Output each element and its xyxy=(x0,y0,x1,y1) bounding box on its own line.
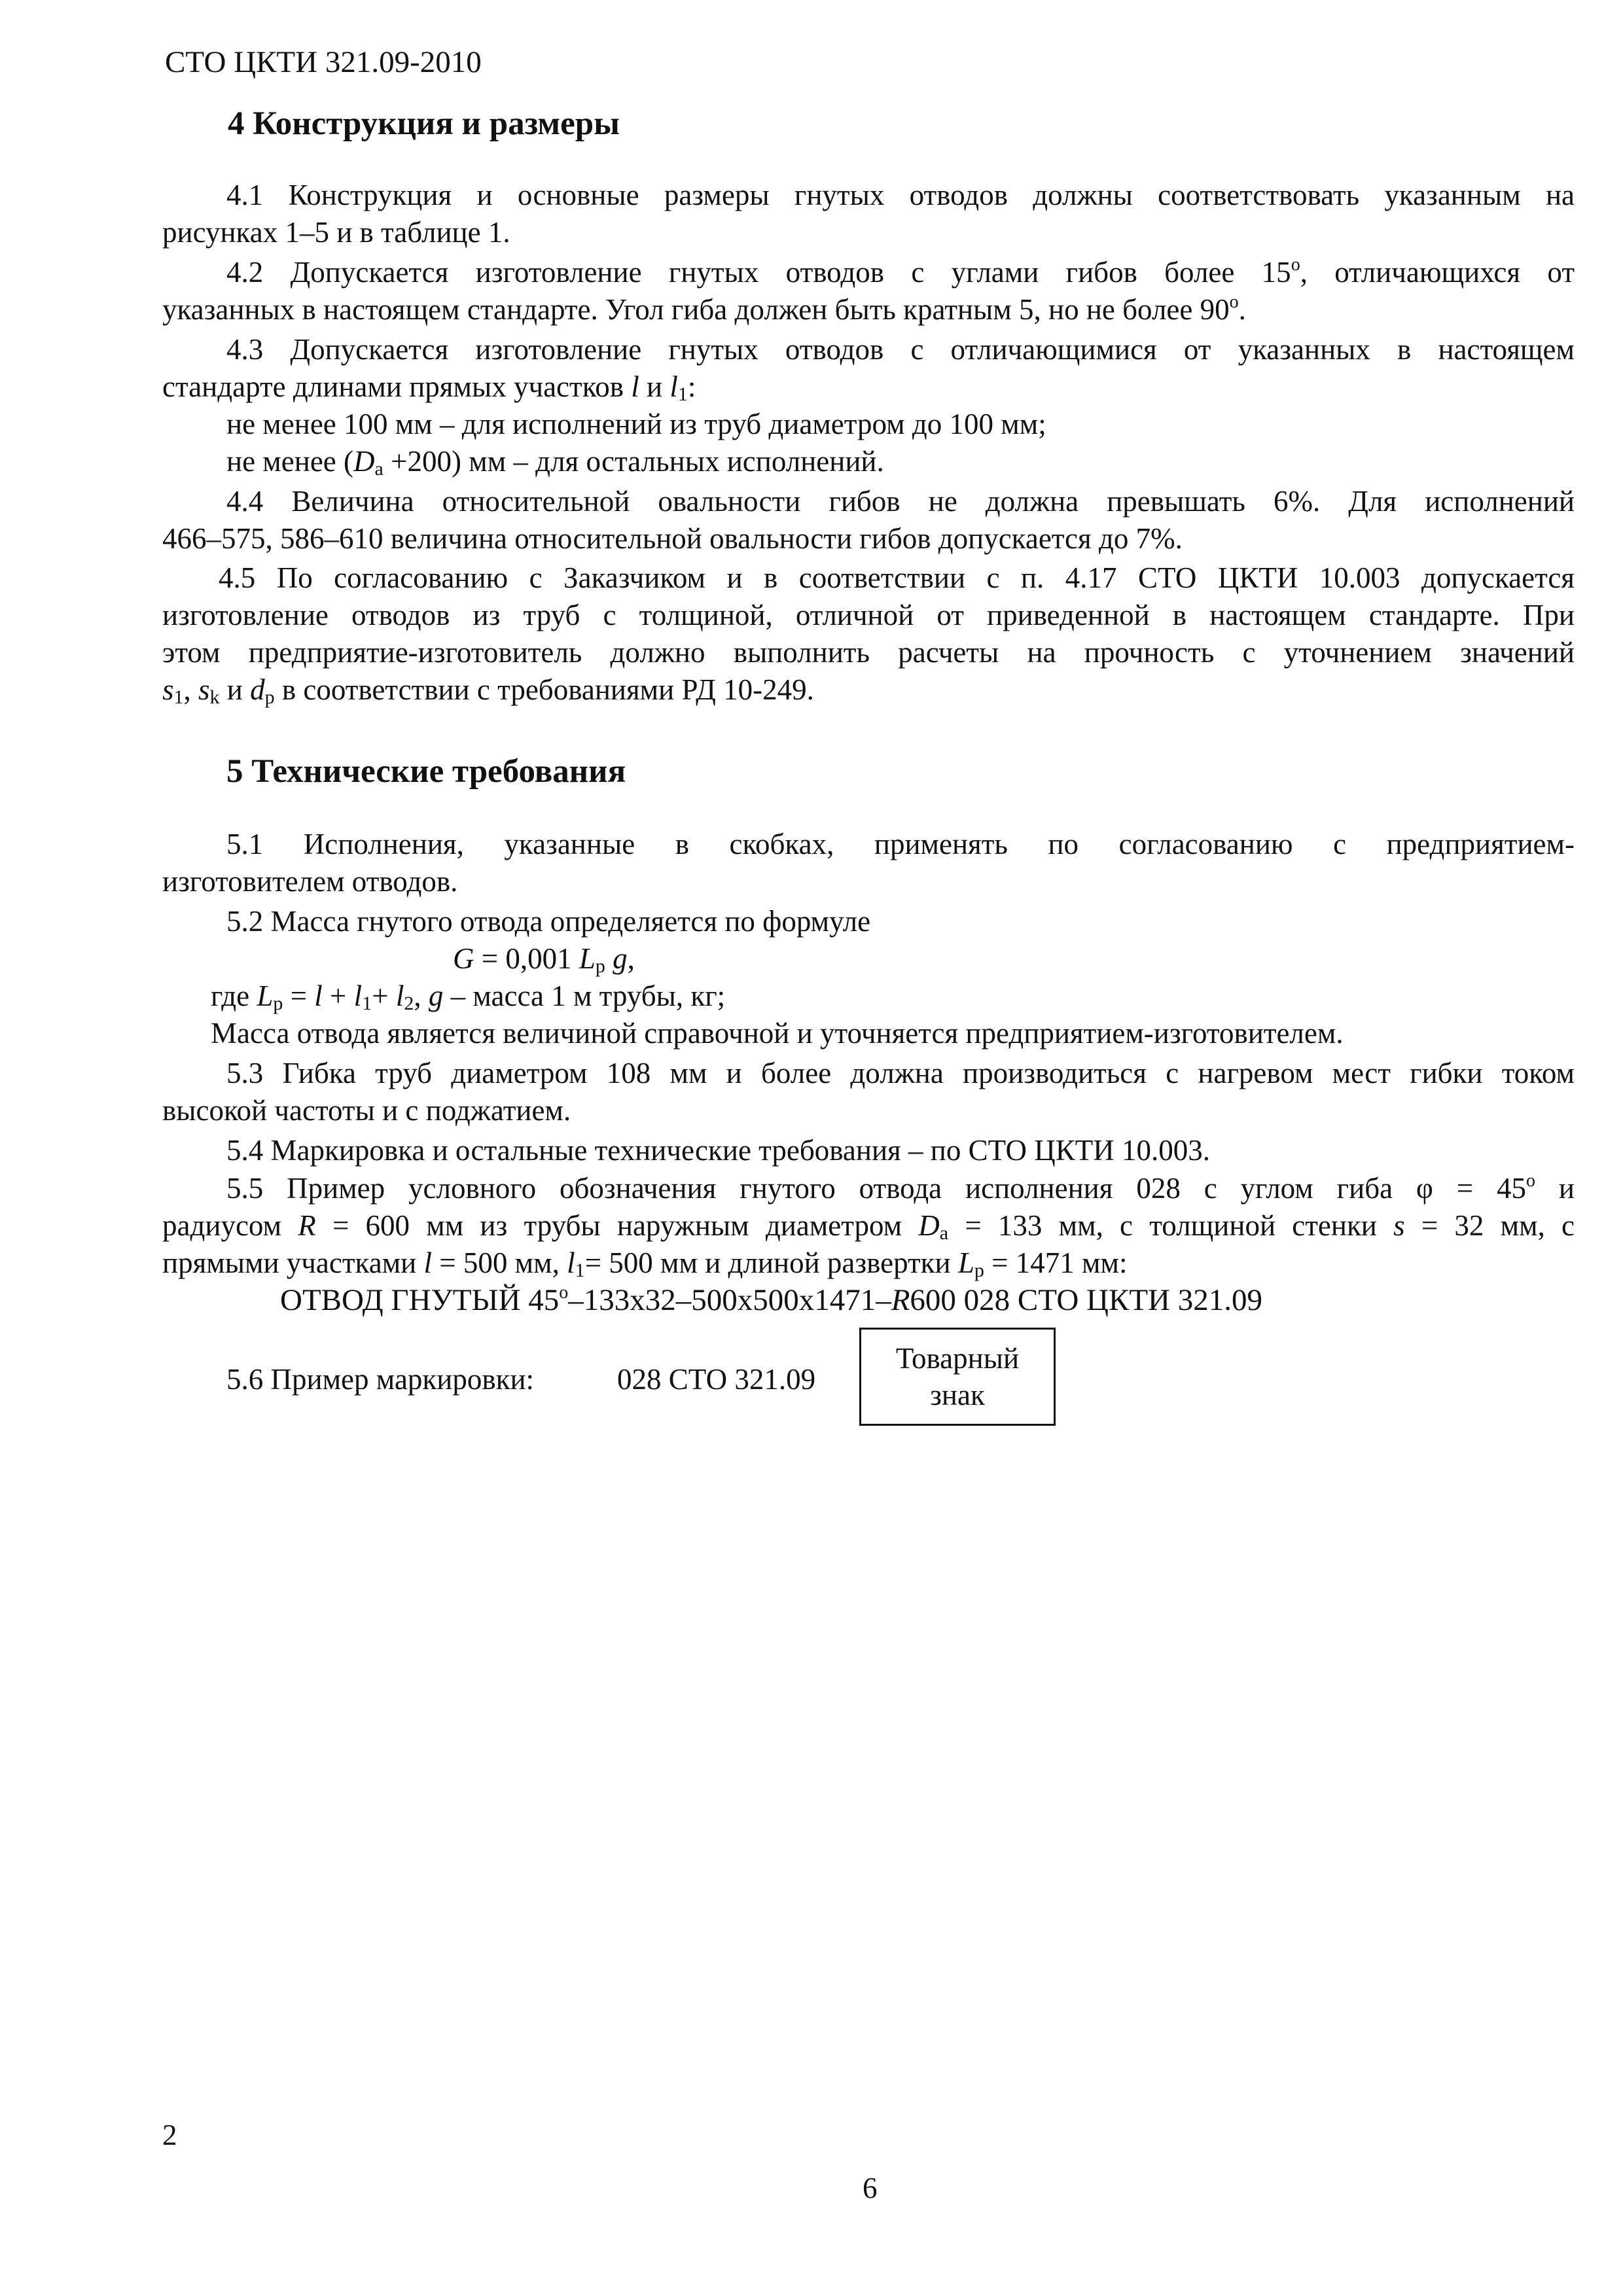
paragraph-5-5-line-2: радиусом R = 600 мм из трубы наружным диаметром $D_a = 133$ мм, с толщиной стенки s = 32 мм, с xyxy=(162,1209,1575,1244)
paragraph-4-5-line-4: $s_1$, $s_k$ и $d_p$ в соответствии с требованиями РД 10-249. xyxy=(162,673,814,708)
section-4-title: 4 Конструкция и размеры xyxy=(228,105,620,142)
paragraph-4-2-line-2: указанных в настоящем стандарте. Угол гиба должен быть кратным 5, но не более 90$^o$. xyxy=(162,292,1246,326)
paragraph-4-2 xyxy=(162,254,1575,328)
paragraph-5-4-line-1: 5.4 Маркировка и остальные технические требования – по СТО ЦКТИ 10.003. xyxy=(226,1134,1210,1167)
left-page-number: 2 xyxy=(162,2119,177,2151)
paragraph-5-3 xyxy=(162,1055,1575,1129)
paragraph-5-5 xyxy=(162,1170,1575,1319)
paragraph-5-1-line-2: изготовителем отводов. xyxy=(162,865,458,898)
mass-reference-note: Масса отвода является величиной справочной и уточняется предприятием-изготовителем. xyxy=(211,1017,1344,1050)
paragraph-4-1-line-1: 4.1 Конструкция и основные размеры гнутых отводов должны соответствовать указанным на xyxy=(226,179,1575,211)
paragraph-5-1 xyxy=(162,826,1575,900)
marking-example-code: 028 СТО 321.09 xyxy=(617,1363,816,1396)
paragraph-5-1-line-1: 5.1 Исполнения, указанные в скобках, применять по согласованию с предприятием- xyxy=(226,828,1575,860)
paragraph-4-3-line-1: 4.3 Допускается изготовление гнутых отводов с отличающимися от указанных в настоящем xyxy=(226,333,1575,366)
designation-example: ОТВОД ГНУТЫЙ 45$^o$–133x32–500x500x1471–R600 028 СТО ЦКТИ 321.09 xyxy=(280,1282,1262,1317)
paragraph-4-1 xyxy=(162,177,1575,251)
paragraph-4-4-line-1: 4.4 Величина относительной овальности гибов не должна превышать 6%. Для исполнений xyxy=(226,485,1575,518)
paragraph-4-3-item-2: не менее $(D_a +200)$ мм – для остальных исполнений. xyxy=(226,445,884,480)
section-5-title: 5 Технические требования xyxy=(226,753,626,790)
paragraph-4-5-line-2: изготовление отводов из труб с толщиной, отличной от приведенной в настоящем стандарте. При xyxy=(162,599,1575,631)
paragraph-4-5 xyxy=(162,559,1575,709)
paragraph-5-2-line-1: 5.2 Масса гнутого отвода определяется по формуле xyxy=(226,905,871,938)
paragraph-4-5-line-3: этом предприятие-изготовитель должно выполнить расчеты на прочность с уточнением значений xyxy=(162,636,1575,669)
paragraph-5-2 xyxy=(162,903,1575,1052)
mass-formula: G = 0,001 $L_p$ g, xyxy=(453,942,635,977)
paragraph-5-5-line-3: прямыми участками l = 500 мм, $l_1= 500$ мм и длиной развертки $L_p = 1471$ мм: xyxy=(162,1246,1128,1281)
paragraph-4-3-line-2: стандарте длинами прямых участков l и $l_1$: xyxy=(162,370,696,405)
paragraph-5-3-line-2: высокой частоты и с поджатием. xyxy=(162,1094,571,1127)
paragraph-4-1-line-2: рисунках 1–5 и в таблице 1. xyxy=(162,216,510,249)
paragraph-4-4-line-2: 466–575, 586–610 величина относительной овальности гибов допускается до 7%. xyxy=(162,522,1183,555)
trademark-label-line-1: Товарный xyxy=(895,1342,1020,1375)
trademark-box xyxy=(859,1328,1056,1426)
paragraph-4-4 xyxy=(162,483,1575,557)
document-code-header: СТО ЦКТИ 321.09-2010 xyxy=(165,45,482,79)
trademark-label-line-2: знак xyxy=(930,1379,985,1411)
paragraph-5-4 xyxy=(162,1132,1575,1169)
paragraph-4-5-line-1: 4.5 По согласованию с Заказчиком и в соответствии с п. 4.17 СТО ЦКТИ 10.003 допускается xyxy=(219,561,1575,594)
paragraph-4-3-item-1: не менее 100 мм – для исполнений из труб диаметром до 100 мм; xyxy=(226,408,1046,440)
page-number: 6 xyxy=(863,2172,878,2204)
paragraph-4-3 xyxy=(162,331,1575,480)
marking-example-label: 5.6 Пример маркировки: xyxy=(226,1363,535,1396)
formula-legend: где $L_p = l + l_1+ l_2$, g – масса 1 м трубы, кг; xyxy=(211,980,726,1014)
paragraph-5-3-line-1: 5.3 Гибка труб диаметром 108 мм и более должна производиться с нагревом мест гибки током xyxy=(226,1057,1575,1089)
paragraph-5-5-line-1: 5.5 Пример условного обозначения гнутого отвода исполнения 028 с углом гиба $\varphi = 45^o$ и xyxy=(226,1171,1575,1205)
paragraph-4-2-line-1: 4.2 Допускается изготовление гнутых отводов с углами гибов более 15$^o$, отличающихся от xyxy=(226,255,1575,289)
